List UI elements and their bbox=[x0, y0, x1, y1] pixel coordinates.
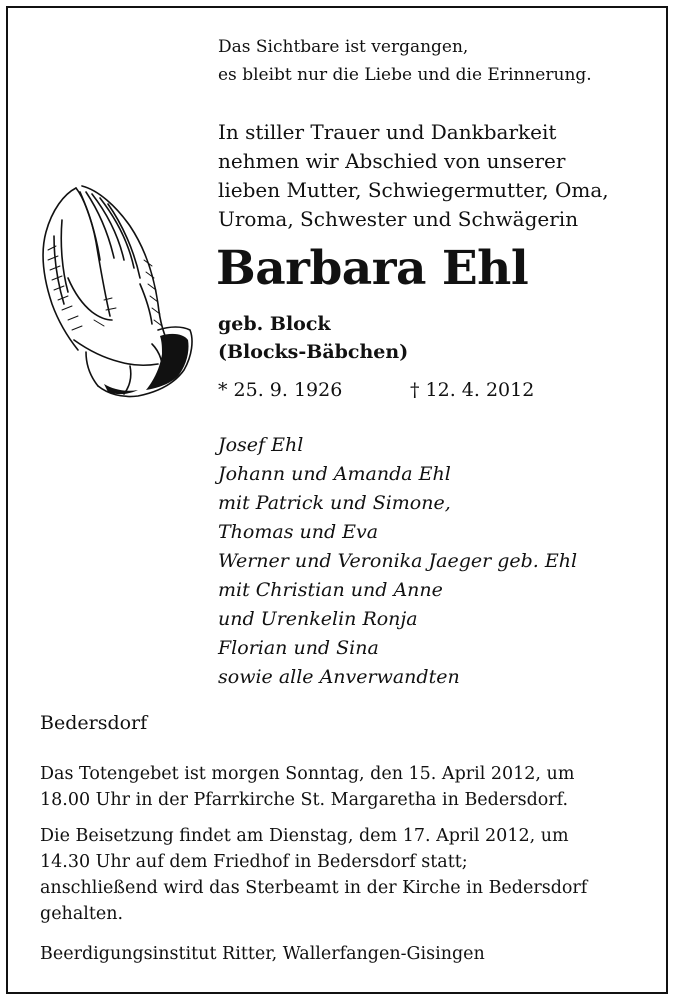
motto-line-1: Das Sichtbare ist vergangen, bbox=[218, 37, 469, 57]
mourner-line: und Urenkelin Ronja bbox=[218, 608, 418, 630]
intro-line-4: Uroma, Schwester und Schwägerin bbox=[218, 207, 579, 231]
birth-date: * 25. 9. 1926 bbox=[218, 379, 343, 401]
mourner-line: Josef Ehl bbox=[218, 434, 304, 456]
funeral-notice-line-4: gehalten. bbox=[40, 904, 124, 924]
prayer-notice-line-1: Das Totengebet ist morgen Sonntag, den 15. April 2012, um bbox=[40, 764, 575, 784]
mourner-line: mit Christian und Anne bbox=[218, 579, 443, 601]
obituary-notice bbox=[6, 6, 668, 994]
mourner-line: Johann und Amanda Ehl bbox=[218, 463, 451, 485]
mourner-line: mit Patrick und Simone, bbox=[218, 492, 451, 514]
motto-line-2: es bleibt nur die Liebe und die Erinnerung. bbox=[218, 65, 592, 85]
intro-line-2: nehmen wir Abschied von unserer bbox=[218, 149, 566, 173]
prayer-notice-line-2: 18.00 Uhr in der Pfarrkirche St. Margaretha in Bedersdorf. bbox=[40, 790, 569, 810]
funeral-notice-line-3: anschließend wird das Sterbeamt in der Kirche in Bedersdorf bbox=[40, 878, 588, 898]
maiden-name: geb. Block bbox=[218, 313, 331, 335]
death-date: † 12. 4. 2012 bbox=[410, 379, 535, 401]
deceased-name: Barbara Ehl bbox=[216, 241, 529, 296]
place-label: Bedersdorf bbox=[40, 712, 148, 734]
intro-line-1: In stiller Trauer und Dankbarkeit bbox=[218, 120, 557, 144]
praying-hands-icon bbox=[34, 180, 196, 402]
intro-line-3: lieben Mutter, Schwiegermutter, Oma, bbox=[218, 178, 609, 202]
undertaker-line: Beerdigungsinstitut Ritter, Wallerfangen-Gisingen bbox=[40, 944, 485, 964]
mourner-line: Thomas und Eva bbox=[218, 521, 379, 543]
funeral-notice-line-2: 14.30 Uhr auf dem Friedhof in Bedersdorf statt; bbox=[40, 852, 468, 872]
funeral-notice-line-1: Die Beisetzung findet am Dienstag, dem 17. April 2012, um bbox=[40, 826, 569, 846]
mourner-line: Werner und Veronika Jaeger geb. Ehl bbox=[218, 550, 578, 572]
nickname: (Blocks-Bäbchen) bbox=[218, 341, 409, 363]
mourner-line: sowie alle Anverwandten bbox=[218, 666, 460, 688]
mourner-line: Florian und Sina bbox=[218, 637, 379, 659]
